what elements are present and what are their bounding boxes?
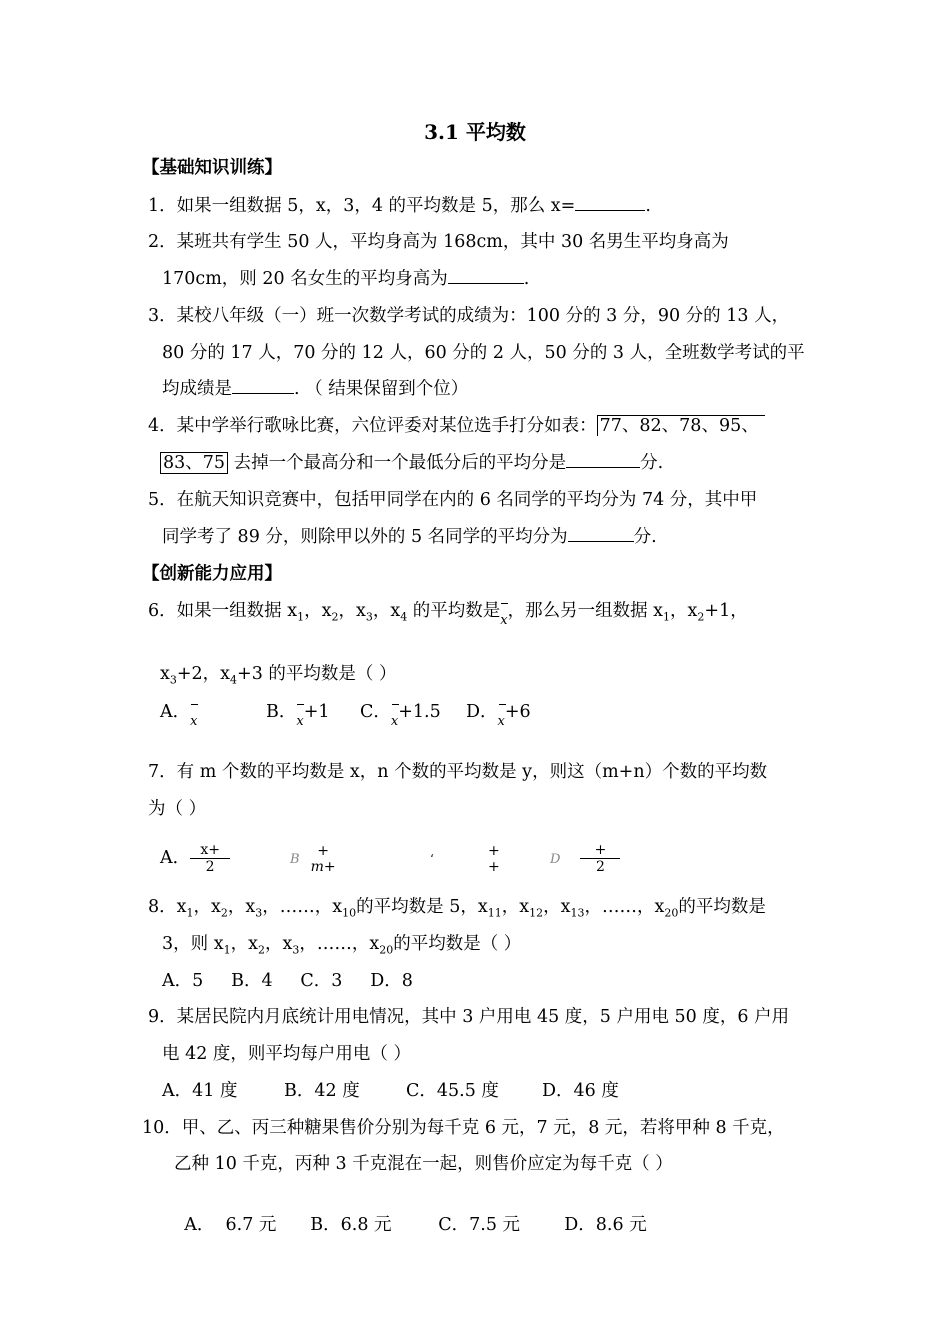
q9-option-a[interactable]: A．41 度 <box>162 1081 238 1101</box>
q6-text: +1， <box>704 601 748 621</box>
q6-sub: 4 <box>230 673 238 687</box>
q10-option-a[interactable]: A． 6.7 元 <box>184 1215 277 1235</box>
q3-end: . （ 结果保留到个位） <box>294 379 469 399</box>
q9-options <box>162 1079 619 1103</box>
q10-option-d[interactable]: D．8.6 元 <box>564 1215 647 1235</box>
q6-text: ，x <box>304 601 332 621</box>
mean-symbol: x <box>498 710 505 734</box>
option-label: D． <box>466 702 498 722</box>
q8-text: 的平均数是 <box>678 897 766 917</box>
q7-option-d[interactable] <box>550 840 620 878</box>
q8-text: 3，则 x <box>162 934 224 954</box>
q7-line2: 为（ ） <box>148 799 207 819</box>
q3-answer-blank[interactable] <box>232 377 294 394</box>
q8-sub: 2 <box>257 943 265 957</box>
q8-text: ，x <box>227 897 256 917</box>
option-label: A． <box>160 848 191 868</box>
frac-numerator: x+ <box>190 842 230 859</box>
q6-text: 的平均数是 <box>407 601 501 621</box>
q6-options <box>160 700 531 729</box>
q6-option-c[interactable] <box>360 700 466 729</box>
q9-option-c[interactable]: C．45.5 度 <box>406 1081 499 1101</box>
q4-text: 4．某中学举行歌咏比赛，六位评委对某位选手打分如表： <box>148 416 597 436</box>
q6-sub: 4 <box>400 610 408 624</box>
q3-line3 <box>162 377 468 401</box>
q4-line1 <box>148 414 765 438</box>
q8-text: 8．x <box>148 897 187 917</box>
q4-end: 分. <box>640 453 664 473</box>
q8-sub: 20 <box>379 943 394 957</box>
q6-text: ，x <box>338 601 366 621</box>
q8-sub: 13 <box>570 906 585 920</box>
q6-sub: 3 <box>365 610 373 624</box>
q7-option-b[interactable] <box>290 840 430 878</box>
q5-end: 分. <box>633 527 657 547</box>
q6-mean-symbol: x <box>500 609 507 633</box>
option-label: ʻ <box>430 852 434 866</box>
q5-line2 <box>162 525 657 549</box>
frac-denominator: + <box>487 858 500 875</box>
q6-sub: 1 <box>297 610 305 624</box>
q9-line2: 电 42 度，则平均每户用电（ ） <box>162 1044 411 1064</box>
q10-option-b[interactable]: B．6.8 元 <box>310 1215 392 1235</box>
q10-options <box>162 1189 647 1261</box>
q7-option-a[interactable] <box>160 840 290 876</box>
option-label: B <box>290 852 300 867</box>
q8-sub: 20 <box>664 906 679 920</box>
q8-line2 <box>162 932 521 963</box>
q3-line1: 3．某校八年级（一）班一次数学考试的成绩为：100 分的 3 分，90 分的 13 人， <box>148 306 790 326</box>
q8-sub: 3 <box>255 906 263 920</box>
q6-option-a[interactable] <box>160 700 266 729</box>
q8-sub: 10 <box>342 906 357 920</box>
q8-text: ，……，x <box>584 897 665 917</box>
q3-text: 均成绩是 <box>162 379 232 399</box>
q8-text: ，x <box>501 897 530 917</box>
q10-option-c[interactable]: C．7.5 元 <box>438 1215 521 1235</box>
frac-denominator: m+ <box>310 858 336 875</box>
q6-text: x <box>160 664 170 684</box>
q6-text: ，那么另一组数据 x <box>507 601 664 621</box>
q8-text: ，……，x <box>262 897 343 917</box>
q8-line1 <box>148 895 766 926</box>
q7-option-c[interactable] <box>430 840 550 877</box>
q8-text: ，x <box>230 934 258 954</box>
q6-option-d[interactable] <box>466 700 531 729</box>
section-basic-heading: 【基础知识训练】 <box>142 158 282 178</box>
mean-symbol: x <box>391 710 398 734</box>
q1-end: . <box>645 196 651 216</box>
q6-sub: 1 <box>663 610 671 624</box>
q1-answer-blank[interactable] <box>575 194 645 211</box>
q8-text: ，x <box>264 934 293 954</box>
q1-text: 1．如果一组数据 5，x，3，4 的平均数是 5，那么 x= <box>148 196 576 216</box>
mean-symbol: x <box>296 710 303 734</box>
q8-options[interactable]: A．5 B．4 C．3 D．8 <box>162 971 413 991</box>
question-1 <box>148 194 651 218</box>
q4-scores-box-2: 83、75 <box>160 452 228 474</box>
q6-text: +2，x <box>176 664 231 684</box>
option-label: C． <box>360 702 391 722</box>
option-value: +1 <box>303 702 330 722</box>
q2-end: . <box>523 269 530 289</box>
q9-option-d[interactable]: D．46 度 <box>542 1081 619 1101</box>
q6-line1 <box>148 599 748 630</box>
q8-text: 的平均数是 5，x <box>356 897 488 917</box>
option-label: B． <box>266 702 297 722</box>
q10-line2: 乙种 10 千克，丙种 3 千克混在一起，则售价应定为每千克（ ） <box>174 1154 673 1174</box>
q2-line1: 2．某班共有学生 50 人，平均身高为 168cm，其中 30 名男生平均身高为 <box>148 232 729 252</box>
q5-answer-blank[interactable] <box>568 525 634 542</box>
q5-text: 同学考了 89 分，则除甲以外的 5 名同学的平均分为 <box>162 527 568 547</box>
q8-sub: 11 <box>487 906 502 920</box>
q2-text: 170cm，则 20 名女生的平均身高为 <box>162 269 448 289</box>
q10-line1: 10．甲、乙、丙三种糖果售价分别为每千克 6 元，7 元，8 元，若将甲种 8 千克， <box>142 1118 785 1138</box>
frac-numerator: + <box>317 842 329 859</box>
q6-text: 6．如果一组数据 x <box>148 601 298 621</box>
q8-sub: 1 <box>186 906 194 920</box>
option-value: +6 <box>504 702 531 722</box>
frac-numerator: + <box>487 842 500 859</box>
q5-line1: 5．在航天知识竞赛中，包括甲同学在内的 6 名同学的平均分为 74 分，其中甲 <box>148 490 758 510</box>
q8-text: ，x <box>193 897 221 917</box>
section-creative-heading: 【创新能力应用】 <box>142 564 282 584</box>
frac-denominator: 2 <box>595 859 605 875</box>
q4-line2 <box>160 451 663 475</box>
frac-numerator: + <box>580 842 620 859</box>
q2-answer-blank[interactable] <box>448 267 524 284</box>
option-label: D <box>550 852 561 867</box>
q4-scores-box-1: 77、82、78、95、 <box>597 415 765 436</box>
frac-denominator: 2 <box>205 859 215 875</box>
q6-sub: 2 <box>697 610 705 624</box>
q2-line2 <box>162 267 529 291</box>
q6-option-b[interactable] <box>266 700 360 729</box>
mean-symbol: x <box>190 710 197 734</box>
option-value: +1.5 <box>398 702 441 722</box>
q7-options <box>160 840 620 878</box>
q9-option-b[interactable]: B．42 度 <box>284 1081 360 1101</box>
q8-sub: 2 <box>220 906 228 920</box>
q6-sub: 3 <box>169 673 177 687</box>
q4-answer-blank[interactable] <box>566 451 640 468</box>
q8-text: 的平均数是（ ） <box>393 934 522 954</box>
q3-line2: 80 分的 17 人，70 分的 12 人，60 分的 2 人，50 分的 3 人，全班数学考试的平 <box>162 343 805 363</box>
q6-text: +3 的平均数是（ ） <box>237 664 397 684</box>
q8-sub: 3 <box>292 943 300 957</box>
q9-line1: 9．某居民院内月底统计用电情况，其中 3 户用电 45 度，5 户用电 50 度，6 户用 <box>148 1007 790 1027</box>
q6-sub: 2 <box>331 610 339 624</box>
page-title: 3.1 平均数 <box>424 120 526 144</box>
q8-sub: 1 <box>223 943 231 957</box>
q6-line2 <box>160 662 396 693</box>
q8-text: ，x <box>543 897 571 917</box>
q6-text: ，x <box>372 601 401 621</box>
q6-text: ，x <box>670 601 698 621</box>
q7-line1: 7．有 m 个数的平均数是 x，n 个数的平均数是 y，则这（m+n）个数的平均数 <box>148 762 768 782</box>
q8-text: ，……，x <box>299 934 380 954</box>
option-label: A． <box>160 702 191 722</box>
q4-text-2: 去掉一个最高分和一个最低分后的平均分是 <box>233 453 567 473</box>
q8-sub: 12 <box>529 906 544 920</box>
